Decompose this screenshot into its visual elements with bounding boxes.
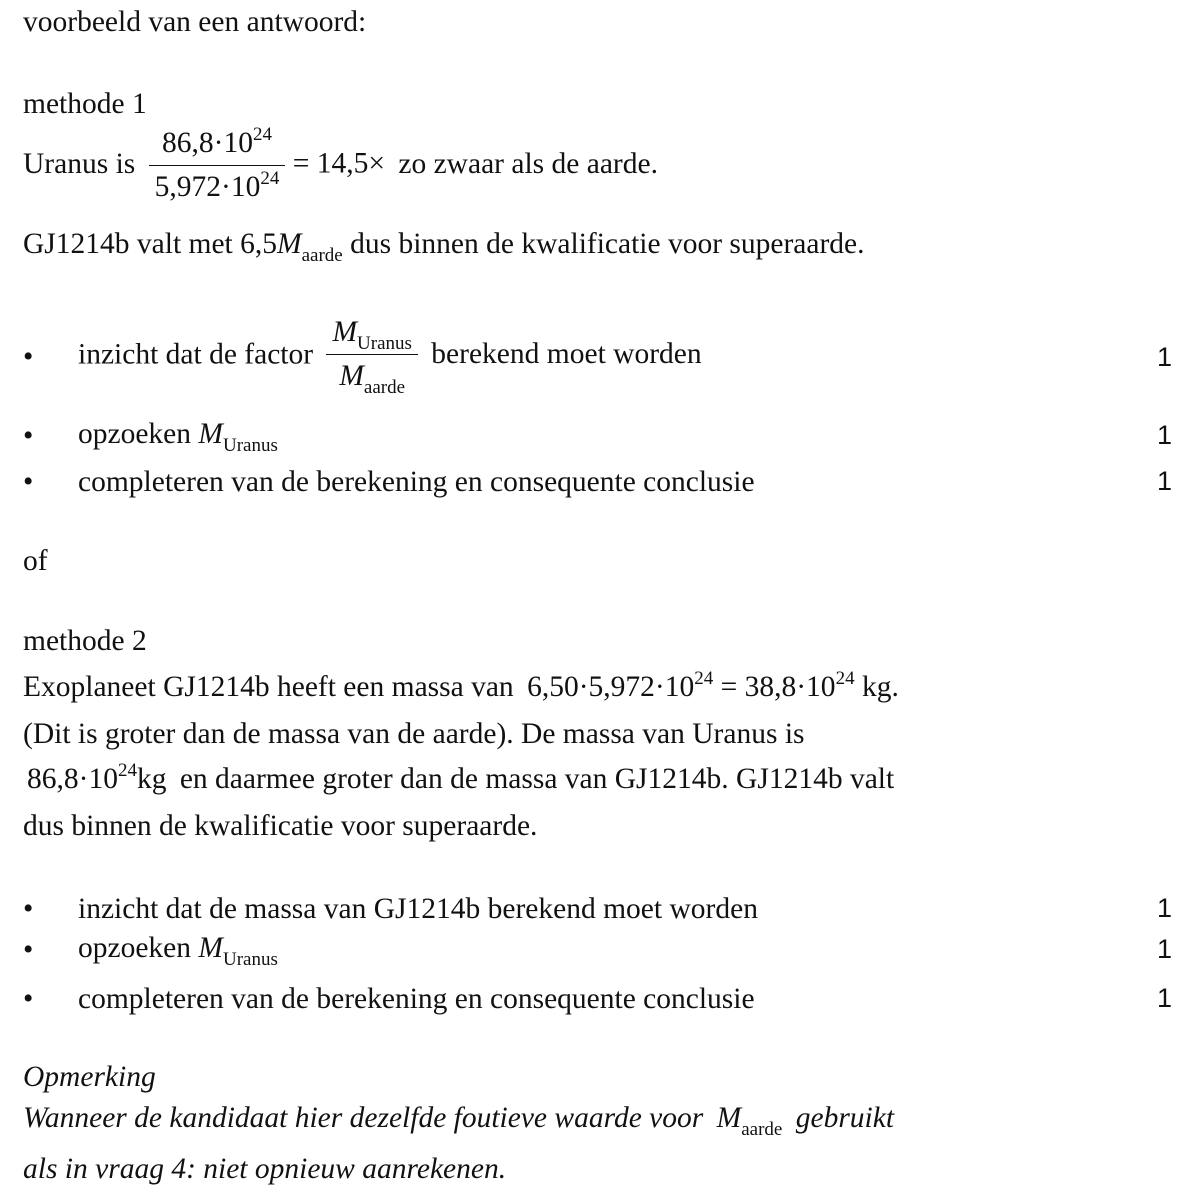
- method2-paragraph-line4: dus binnen de kwalificatie voor superaarde.: [23, 810, 538, 842]
- bullet: •: [23, 934, 34, 966]
- fraction-denominator: $5,972\cdot 10^{24}$: [154, 168, 280, 204]
- score: 1: [1157, 466, 1173, 496]
- method1-line2: GJ1214b valt met $6,5M_{aarde}$ dus binnen de kwalificatie voor superaarde.: [23, 228, 865, 266]
- or-text: of: [23, 545, 48, 577]
- method1-criterion-2: • opzoeken $M_{Uranus}$ 1: [23, 418, 1173, 456]
- method2-criterion-1: • inzicht dat de massa van GJ1214b berekend moet worden 1: [23, 893, 1173, 925]
- method2-criterion-2: • opzoeken $M_{Uranus}$ 1: [23, 932, 1173, 970]
- remark-line1: Wanneer de kandidaat hier dezelfde foutieve waarde voor $M_{aarde}$ gebruikt: [23, 1102, 895, 1140]
- fraction-numerator: $86,8\cdot 10^{24}$: [149, 126, 286, 166]
- uranus-mass-ratio-fraction: [149, 126, 286, 206]
- bullet: •: [23, 341, 34, 373]
- intro-text: voorbeeld van een antwoord:: [23, 6, 367, 38]
- method1-line1-prefix: Uranus is: [23, 147, 136, 180]
- method2-heading: methode 2: [23, 625, 147, 657]
- bullet: •: [23, 420, 34, 452]
- factor-fraction: $\frac{M_{Uranus}}{M_{aarde}}$: [326, 315, 417, 395]
- score: 1: [1157, 983, 1173, 1013]
- method2-paragraph-line3: $86,8\cdot 10^{24}kg$ en daarmee groter dan de massa van GJ1214b. GJ1214b valt: [27, 760, 895, 795]
- method1-criterion-1: • inzicht dat de factor $\frac{M_{Uranus}}{M_{aarde}}$ berekend moet worden 1: [23, 316, 1173, 399]
- method1-line1-suffix: zo zwaar als de aarde.: [398, 147, 658, 180]
- ratio-result: = 14,5×: [292, 147, 385, 180]
- method1-criterion-3: • completeren van de berekening en consequente conclusie 1: [23, 466, 1173, 498]
- method2-paragraph-line2: (Dit is groter dan de massa van de aarde). De massa van Uranus is: [23, 718, 805, 750]
- score: 1: [1157, 420, 1173, 450]
- bullet: •: [23, 983, 34, 1015]
- method1-line1: [23, 126, 658, 206]
- score: 1: [1157, 342, 1173, 372]
- method2-paragraph-line1: Exoplaneet GJ1214b heeft een massa van $6,50\cdot 5,972\cdot 10^{24} = 38,8\cdot 10^{24}$ kg.: [23, 668, 899, 703]
- score: 1: [1157, 934, 1173, 964]
- method2-criterion-3: • completeren van de berekening en consequente conclusie 1: [23, 983, 1173, 1015]
- bullet: •: [23, 893, 34, 925]
- remark-line2: als in vraag 4: niet opnieuw aanrekenen.: [23, 1153, 507, 1185]
- remark-heading: Opmerking: [23, 1061, 156, 1093]
- bullet: •: [23, 466, 34, 498]
- method1-heading: methode 1: [23, 88, 147, 120]
- score: 1: [1157, 893, 1173, 923]
